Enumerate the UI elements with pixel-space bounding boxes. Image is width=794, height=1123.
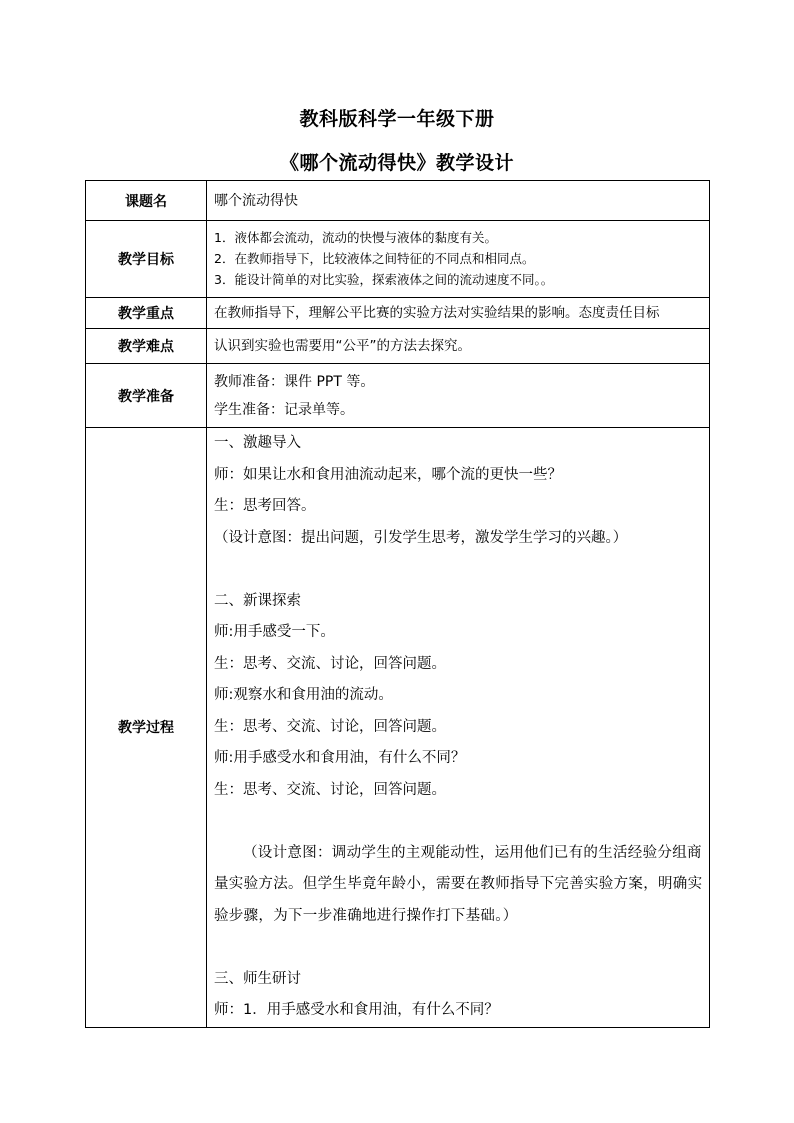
row-process — [86, 428, 710, 1028]
row-preparation — [86, 364, 710, 428]
section-heading: 二、新课探索 — [214, 592, 301, 609]
student-line: 生：思考、交流、讨论，回答问题。 — [214, 655, 446, 672]
row-key-point — [86, 298, 710, 329]
row-topic — [86, 181, 710, 221]
teacher-preparation: 教师准备：课件 PPT 等。 — [214, 373, 375, 390]
teacher-line: 师:用手感受水和食用油，有什么不同？ — [214, 750, 466, 766]
process-label: 教学过程 — [86, 428, 207, 1028]
teacher-line: 师：1．用手感受水和食用油，有什么不同？ — [214, 1002, 499, 1018]
section-heading: 一、激趣导入 — [214, 435, 301, 451]
key-point-value: 在教师指导下，理解公平比赛的实验方法对实验结果的影响。态度责任目标 — [214, 304, 660, 321]
design-intent: （设计意图：提出问题，引发学生思考，激发学生学习的兴趣。） — [214, 529, 628, 546]
teacher-line: 师:用手感受一下。 — [214, 624, 335, 640]
student-preparation: 学生准备：记录单等。 — [214, 401, 354, 418]
difficulty-label: 教学难点 — [86, 329, 207, 364]
lesson-plan-table — [85, 180, 710, 1028]
row-goals — [86, 221, 710, 298]
section-heading: 三、师生研讨 — [214, 970, 301, 987]
topic-label: 课题名 — [86, 181, 207, 221]
design-intent: （设计意图：调动学生的主观能动性，运用他们已有的生活经验分组商量实验方法。但学生毕竟年龄小，需要在教师指导下完善实验方案，明确实验步骤，为下一步准确地进行操作打下基础。） — [214, 844, 703, 924]
student-line: 生：思考、交流、讨论，回答问题。 — [214, 718, 446, 735]
teacher-line: 师：如果让水和食用油流动起来，哪个流的更快一些？ — [214, 466, 562, 483]
preparation-label: 教学准备 — [86, 364, 207, 428]
difficulty-value: 认识到实验也需要用“公平”的方法去探究。 — [214, 337, 471, 354]
goal-item: 2．在教师指导下，比较液体之间特征的不同点和相同点。 — [214, 251, 535, 266]
document-subtitle: 《哪个流动得快》教学设计 — [279, 152, 514, 174]
key-point-label: 教学重点 — [86, 298, 207, 329]
goal-item: 3．能设计简单的对比实验，探索液体之间的流动速度不同。。 — [214, 272, 554, 287]
student-line: 生：思考回答。 — [214, 498, 316, 514]
row-difficulty — [86, 329, 710, 364]
student-line: 生：思考、交流、讨论，回答问题。 — [214, 781, 446, 798]
goals-label: 教学目标 — [86, 221, 207, 298]
topic-value: 哪个流动得快 — [214, 192, 298, 209]
teacher-line: 师:观察水和食用油的流动。 — [214, 687, 393, 703]
document-title: 教科版科学一年级下册 — [299, 108, 495, 130]
goal-item: 1．液体都会流动，流动的快慢与液体的黏度有关。 — [214, 230, 497, 245]
